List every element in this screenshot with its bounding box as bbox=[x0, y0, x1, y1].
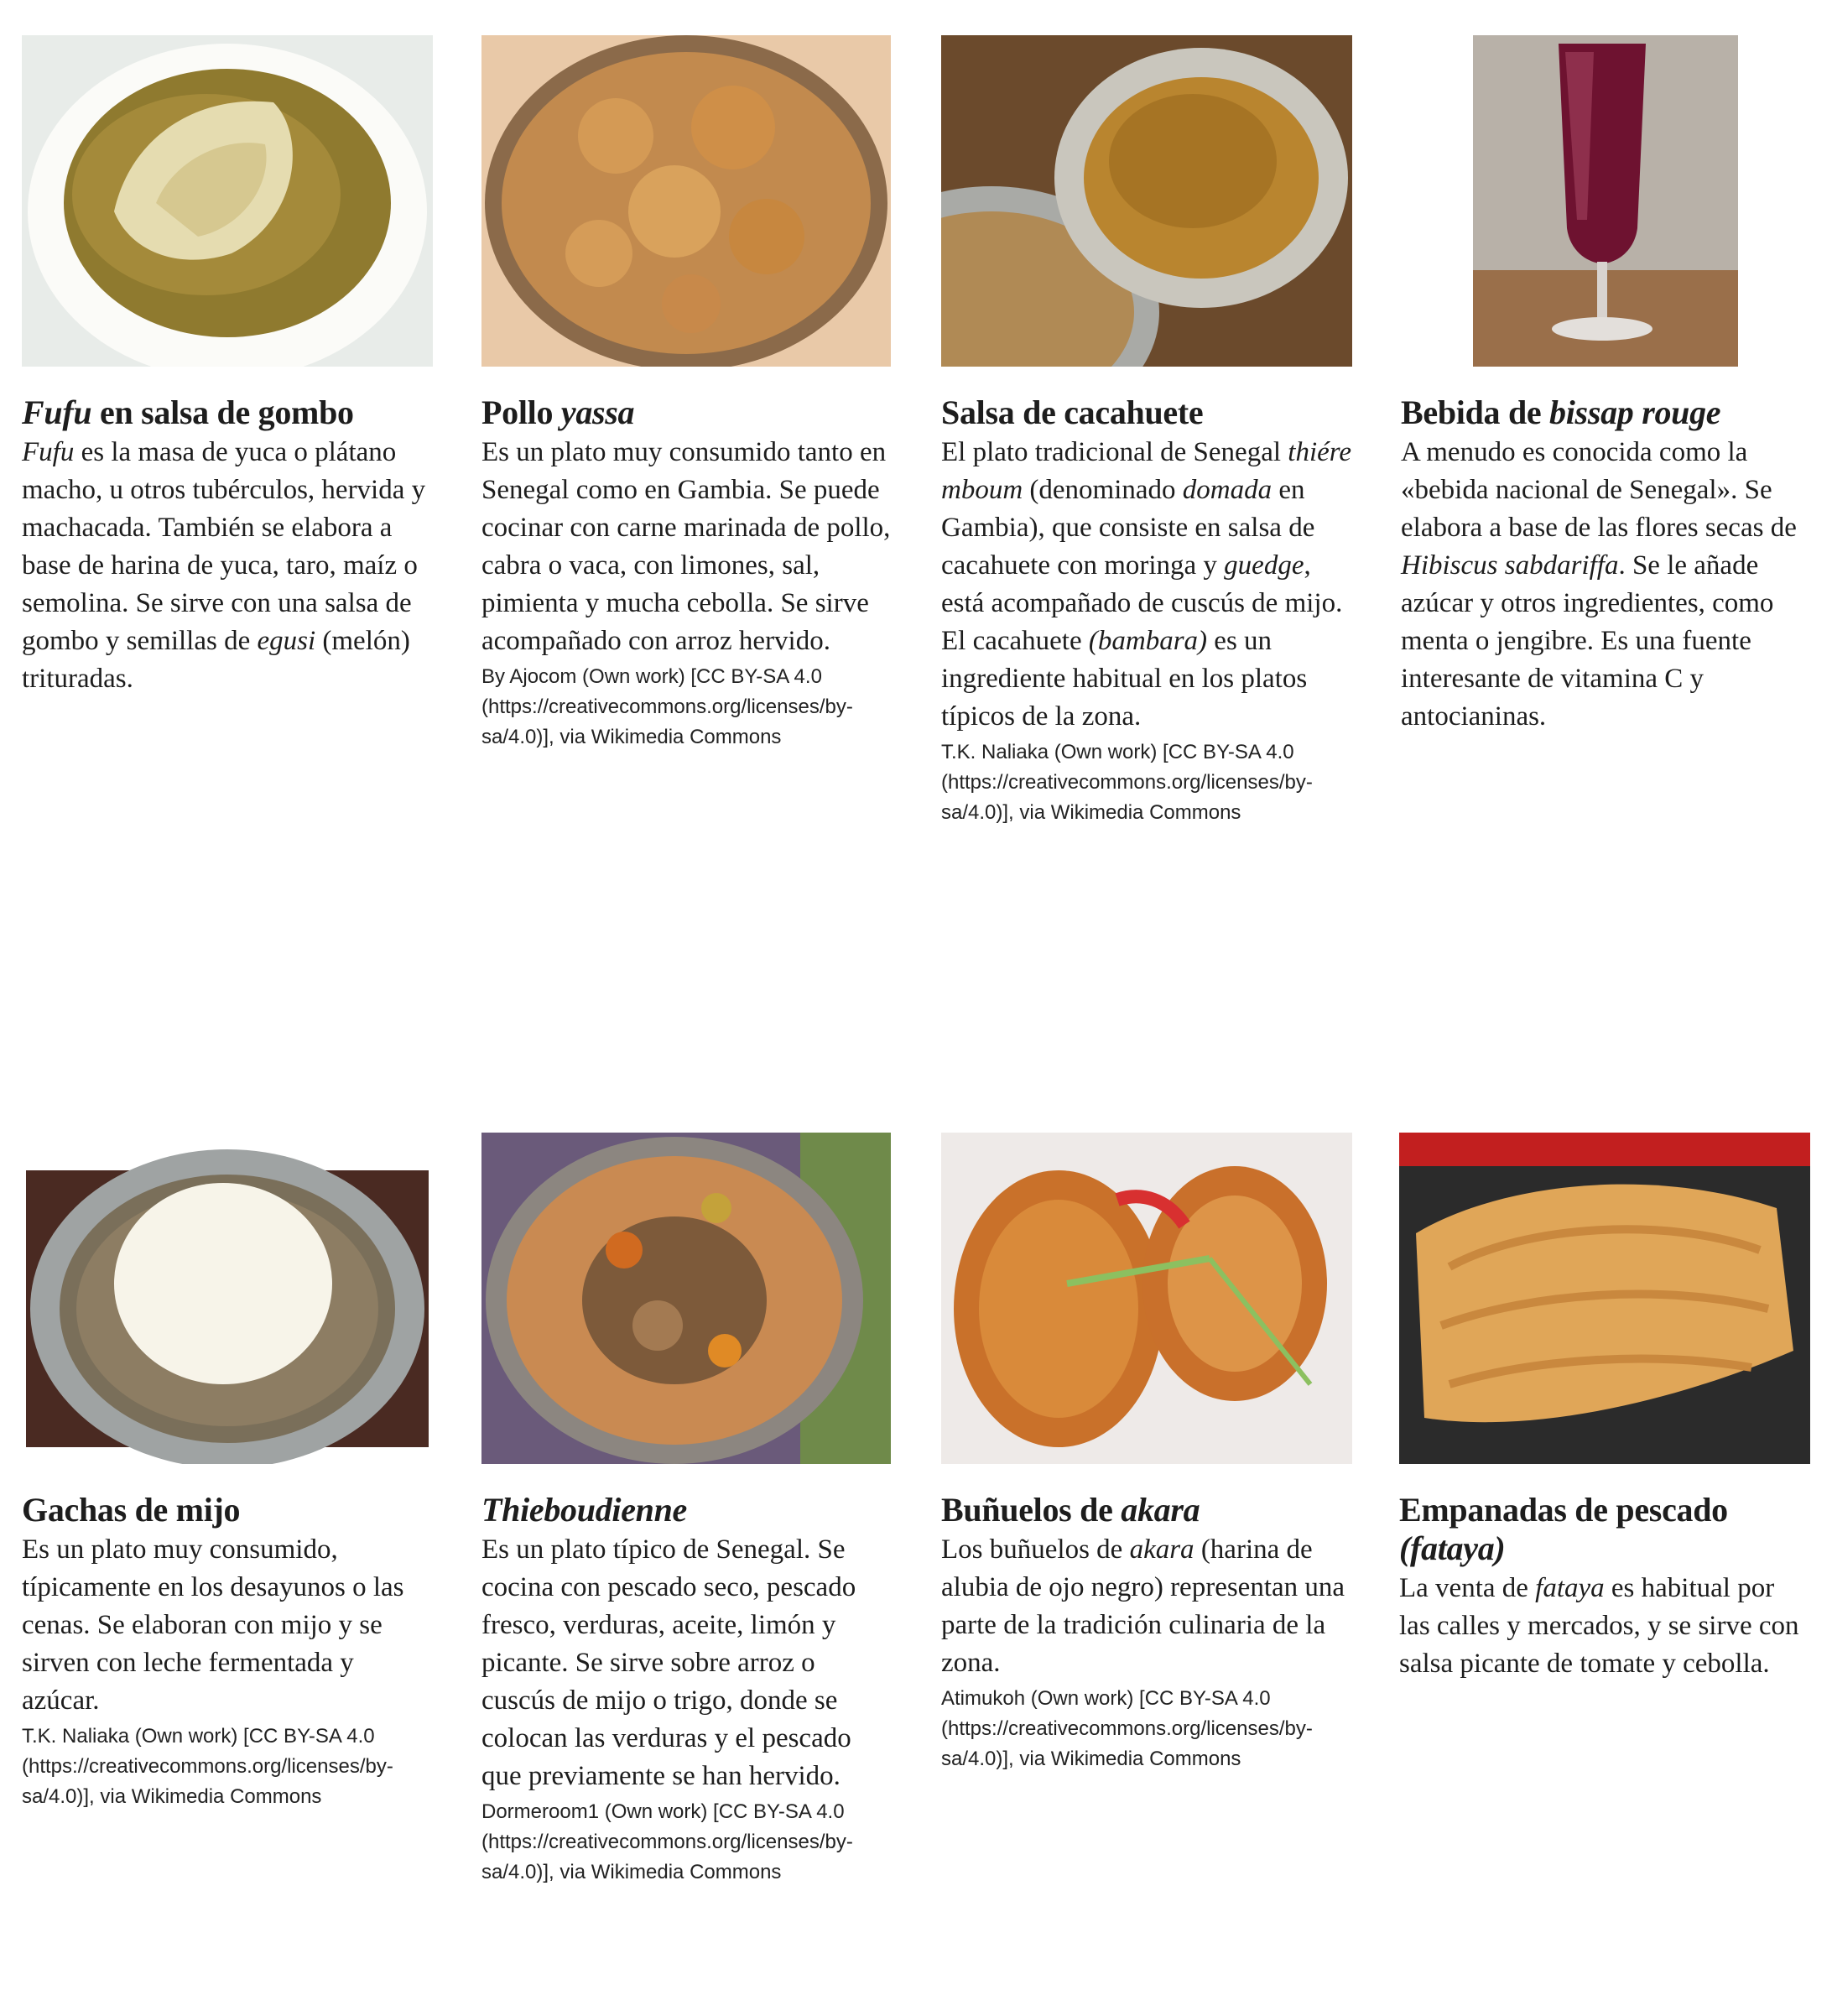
dish-title bbox=[22, 393, 433, 432]
millet-porridge-photo bbox=[22, 1133, 433, 1464]
dish-title bbox=[481, 1491, 891, 1529]
text-run: es habitual por las calles y mercados, y se sirve con salsa picante de tomate y cebolla. bbox=[1399, 1573, 1799, 1679]
dish-description bbox=[22, 1531, 433, 1720]
text-run: Salsa de cacahuete bbox=[941, 393, 1204, 431]
photo-credit: By Ajocom (Own work) [CC BY-SA 4.0 (https://creativecommons.org/licenses/by-sa/4.0)], via Wikimedia Commons bbox=[481, 665, 853, 748]
text-run: Gachas de mijo bbox=[22, 1491, 241, 1529]
dish-card-fataya bbox=[1399, 1133, 1810, 1683]
dish-card-akara bbox=[941, 1133, 1352, 1774]
yassa-photo bbox=[481, 35, 891, 367]
photo-credit: T.K. Naliaka (Own work) [CC BY-SA 4.0 (https://creativecommons.org/licenses/by-sa/4.0)], via Wikimedia Commons bbox=[22, 1725, 393, 1808]
text-run: Es un plato muy consumido, típicamente en los desayunos o las cenas. Se elaboran con mijo y se sirven con leche fermentada y azúcar. bbox=[22, 1534, 404, 1716]
text-run: , está acompañado de cuscús de mijo. El cacahuete bbox=[941, 550, 1343, 656]
dish-card-thieboudienne bbox=[481, 1133, 891, 1888]
dish-title bbox=[1401, 393, 1810, 432]
text-run: . Se le añade azúcar y otros ingredientes, como menta o jengibre. Es una fuente interesante de vitamina C y antocianinas. bbox=[1401, 550, 1774, 732]
dish-card-pollo-yassa bbox=[481, 35, 891, 753]
text-run: Bebida de bbox=[1401, 393, 1550, 431]
photo-credit: Atimukoh (Own work) [CC BY-SA 4.0 (https://creativecommons.org/licenses/by-sa/4.0)], via Wikimedia Commons bbox=[941, 1687, 1313, 1770]
dish-card-salsa-cacahuete bbox=[941, 35, 1352, 828]
italic-text-run: guedge bbox=[1224, 550, 1304, 581]
italic-text-run: Thieboudienne bbox=[481, 1491, 688, 1529]
akara-fritters-photo bbox=[941, 1133, 1352, 1464]
text-run: es la masa de yuca o plátano macho, u otros tubérculos, hervida y machacada. También se elabora a base de harina de yuca, taro, maíz o semolina. Se sirve con una salsa de gombo y semillas de bbox=[22, 437, 426, 656]
italic-text-run: (fataya) bbox=[1399, 1529, 1506, 1567]
dish-description bbox=[1401, 434, 1810, 736]
dish-card-fufu bbox=[22, 35, 433, 698]
text-run: (harina de alubia de ojo negro) representan una parte de la tradición culinaria de la zona. bbox=[941, 1534, 1345, 1678]
photo-credit: Dormeroom1 (Own work) [CC BY-SA 4.0 (https://creativecommons.org/licenses/by-sa/4.0)], via Wikimedia Commons bbox=[481, 1800, 853, 1883]
italic-text-run: egusi bbox=[257, 626, 316, 656]
dish-description bbox=[22, 434, 433, 698]
text-run: Es un plato muy consumido tanto en Senegal como en Gambia. Se puede cocinar con carne marinada de pollo, cabra o vaca, con limones, sal, pimienta y mucha cebolla. Se sirve acompañado con arroz hervido. bbox=[481, 437, 891, 656]
italic-text-run: yassa bbox=[560, 393, 635, 431]
dish-title bbox=[941, 1491, 1352, 1529]
text-run: La venta de bbox=[1399, 1573, 1536, 1603]
italic-text-run: bissap rouge bbox=[1549, 393, 1721, 431]
text-run: (melón) trituradas. bbox=[22, 626, 410, 694]
text-run: Pollo bbox=[481, 393, 561, 431]
dish-description bbox=[941, 1531, 1352, 1682]
dish-description bbox=[1399, 1570, 1810, 1683]
dish-title bbox=[22, 1491, 433, 1529]
photo-credit: T.K. Naliaka (Own work) [CC BY-SA 4.0 (https://creativecommons.org/licenses/by-sa/4.0)], via Wikimedia Commons bbox=[941, 741, 1313, 824]
thieboudienne-photo bbox=[481, 1133, 891, 1464]
italic-text-run: fataya bbox=[1535, 1573, 1605, 1603]
text-run: es un ingrediente habitual en los platos típicos de la zona. bbox=[941, 626, 1308, 732]
italic-text-run: domada bbox=[1182, 475, 1273, 505]
italic-text-run: akara bbox=[1121, 1491, 1200, 1529]
italic-text-run: Fufu bbox=[22, 437, 75, 467]
italic-text-run: akara bbox=[1129, 1534, 1194, 1565]
dish-title bbox=[941, 393, 1352, 432]
peanut-sauce-photo bbox=[941, 35, 1352, 367]
italic-text-run: Fufu bbox=[22, 393, 92, 431]
dish-card-gachas-mijo bbox=[22, 1133, 433, 1812]
text-run: Buñuelos de bbox=[941, 1491, 1122, 1529]
bissap-drink-photo bbox=[1401, 35, 1810, 367]
dish-card-bissap bbox=[1401, 35, 1810, 736]
text-run: A menudo es conocida como la «bebida nacional de Senegal». Se elabora a base de las flores secas de bbox=[1401, 437, 1797, 543]
dish-title bbox=[481, 393, 891, 432]
text-run: El plato tradicional de Senegal bbox=[941, 437, 1288, 467]
text-run: Es un plato típico de Senegal. Se cocina con pescado seco, pescado fresco, verduras, aceite, limón y picante. Se sirve sobre arroz o cuscús de mijo o trigo, donde se colocan las verduras y el pescado que previamente se han hervido. bbox=[481, 1534, 856, 1791]
text-run: en Gambia), que consiste en salsa de cacahuete con moringa y bbox=[941, 475, 1315, 581]
dish-description bbox=[481, 434, 891, 660]
fufu-photo bbox=[22, 35, 433, 367]
text-run: en salsa de gombo bbox=[91, 393, 354, 431]
dish-description bbox=[481, 1531, 891, 1795]
italic-text-run: (bambara) bbox=[1088, 626, 1208, 656]
dish-title bbox=[1399, 1491, 1810, 1568]
text-run: Empanadas de pescado bbox=[1399, 1491, 1728, 1529]
text-run: Los buñuelos de bbox=[941, 1534, 1130, 1565]
dish-description bbox=[941, 434, 1352, 736]
fataya-photo bbox=[1399, 1133, 1810, 1464]
italic-text-run: thiére mboum bbox=[941, 437, 1352, 505]
italic-text-run: Hibiscus sabdariffa bbox=[1401, 550, 1619, 581]
text-run: (denominado bbox=[1023, 475, 1183, 505]
